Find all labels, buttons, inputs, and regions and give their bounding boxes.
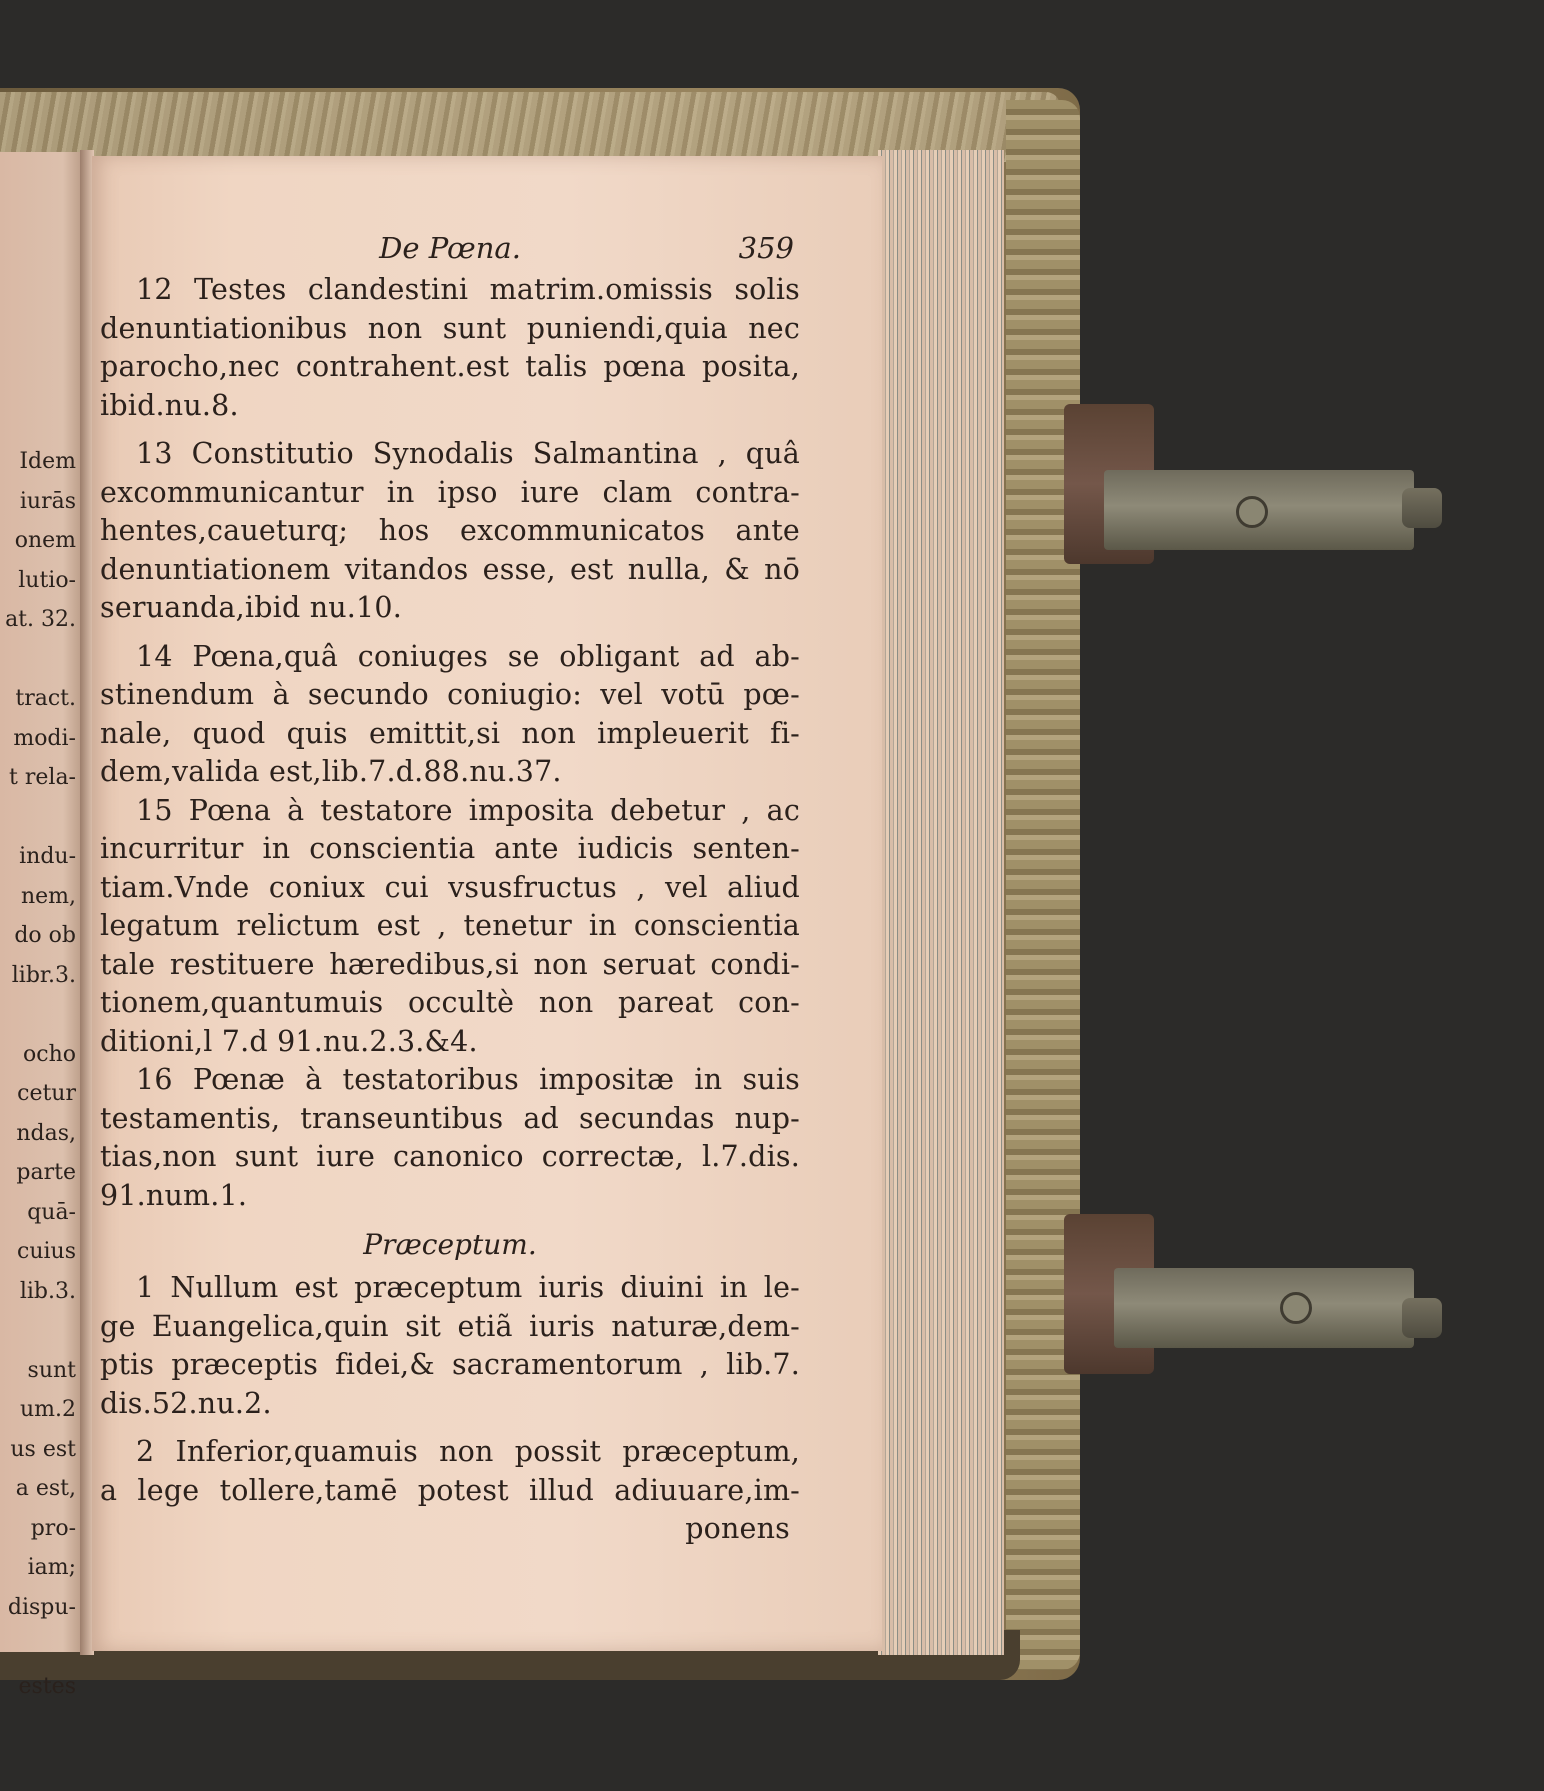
left-page [0, 152, 84, 1699]
text-line: legatum relictum est , tenetur in conscientia [100, 909, 800, 942]
text-line: nale, quod quis emittit,si non impleuerit fi- [100, 716, 800, 750]
left-page-fragment [0, 640, 76, 680]
left-page-fragment: dispu- [7, 1594, 76, 1620]
text-line: a lege tollere,tamē potest illud adiuuare,im- [100, 1473, 800, 1507]
left-page-text-fragments [0, 442, 80, 1706]
cover-fore-edge [1006, 100, 1080, 1670]
text-line: tias,non sunt iure canonico correctæ, l.7.dis. [100, 1140, 800, 1173]
left-page-fragment: at. 32. [5, 607, 76, 632]
text-line: tale restituere hæredibus,si non seruat condi- [100, 947, 800, 981]
left-page-fragment: cuius [17, 1239, 76, 1264]
text-line: 2 Inferior,quamuis non possit præceptum, [136, 1435, 800, 1468]
left-page-fragment: sunt [27, 1357, 76, 1383]
text-lines-block-2 [100, 1269, 800, 1549]
left-page-fragment: nem, [20, 883, 76, 909]
text-line: tionem,quantumuis occultè non pareat con- [100, 986, 800, 1019]
lower-clasp-catch [1402, 1298, 1442, 1338]
text-line: denuntiationibus non sunt puniendi,quia nec [100, 311, 800, 345]
text-line: ge Euangelica,quin sit etiã iuris naturæ,dem- [100, 1309, 800, 1343]
left-page-fragment [0, 1311, 76, 1351]
page-number: 359 [738, 231, 794, 265]
left-page-fragment [0, 798, 76, 838]
text-line: ponens [685, 1512, 790, 1545]
left-page-fragment: modi- [13, 725, 76, 751]
left-page-fragment: estes [18, 1673, 76, 1699]
text-line: hentes,caueturq; hos excommunicatos ante [100, 514, 800, 547]
text-line: stinendum à secundo coniugio: vel votū pœ- [100, 678, 800, 711]
left-page-fragment: cetur [17, 1081, 76, 1106]
left-page-fragment: Idem [19, 449, 76, 474]
text-line: parocho,nec contrahent.est talis pœna posita, [100, 350, 800, 383]
left-page-fragment: ocho [23, 1041, 76, 1067]
text-line: ditioni,l 7.d 91.nu.2.3.&4. [100, 1024, 478, 1058]
section-title: Præceptum. [363, 1228, 537, 1261]
left-page-fragment: pro- [30, 1515, 76, 1541]
left-page-fragment: parte [16, 1160, 76, 1185]
text-line: excommunicantur in ipso iure clam contra- [100, 475, 800, 509]
left-page-fragment: iurās [19, 488, 76, 514]
left-page-fragment: quā- [27, 1199, 76, 1225]
left-page-fragment: tract. [15, 686, 76, 711]
left-page-fragment: do ob [14, 923, 76, 948]
running-head: De Pœna. [379, 231, 521, 265]
left-page-fragment: us est [10, 1436, 76, 1462]
left-page-fragment: ndas, [16, 1120, 76, 1146]
text-line: 12 Testes clandestini matrim.omissis solis [136, 273, 800, 306]
text-line: 91.num.1. [100, 1178, 248, 1212]
left-page-fragment [0, 1627, 76, 1667]
text-line: dem,valida est,lib.7.d.88.nu.37. [100, 755, 562, 788]
upper-clasp-rivet [1236, 496, 1268, 528]
left-page-fragment: lib.3. [19, 1278, 76, 1304]
left-page-fragment [0, 995, 76, 1035]
text-line: 16 Pœnæ à testatoribus impositæ in suis [136, 1063, 800, 1096]
page-text-block [100, 225, 800, 1549]
lower-clasp-metal-bar [1114, 1268, 1414, 1348]
text-lines-block-1 [100, 271, 800, 1215]
text-line: 14 Pœna,quâ coniuges se obligant ad ab- [136, 639, 800, 673]
lower-clasp-rivet [1280, 1292, 1312, 1324]
left-page-fragment: onem [14, 528, 76, 553]
text-line: 1 Nullum est præceptum iuris diuini in le- [136, 1271, 800, 1304]
left-page-fragment: a est, [15, 1476, 76, 1501]
text-line: denuntiationem vitandos esse, est nulla, & nō [100, 552, 800, 586]
page-stack-edges [878, 150, 1004, 1655]
page-header [100, 225, 800, 271]
upper-clasp-catch [1402, 488, 1442, 528]
left-page-fragment: t rela- [9, 765, 76, 790]
text-line: 13 Constitutio Synodalis Salmantina , quâ [136, 437, 800, 470]
text-line: ptis præceptis fidei,& sacramentorum , lib.7. [100, 1348, 800, 1381]
left-page-fragment: um.2 [19, 1397, 76, 1422]
text-line: seruanda,ibid nu.10. [100, 591, 402, 624]
text-line: dis.52.nu.2. [100, 1386, 272, 1420]
text-line: 15 Pœna à testatore imposita debetur , ac [136, 793, 800, 827]
left-page-fragment: indu- [19, 844, 76, 869]
text-line: tiam.Vnde coniux cui vsusfructus , vel aliud [100, 870, 800, 904]
text-line: testamentis, transeuntibus ad secundas nup- [100, 1101, 800, 1135]
left-page-fragment: lutio- [18, 567, 76, 593]
text-line: incurritur in conscientia ante iudicis senten- [100, 832, 800, 865]
left-page-fragment: iam; [27, 1555, 76, 1580]
left-page-fragment: libr.3. [11, 962, 76, 988]
text-line: ibid.nu.8. [100, 388, 239, 422]
